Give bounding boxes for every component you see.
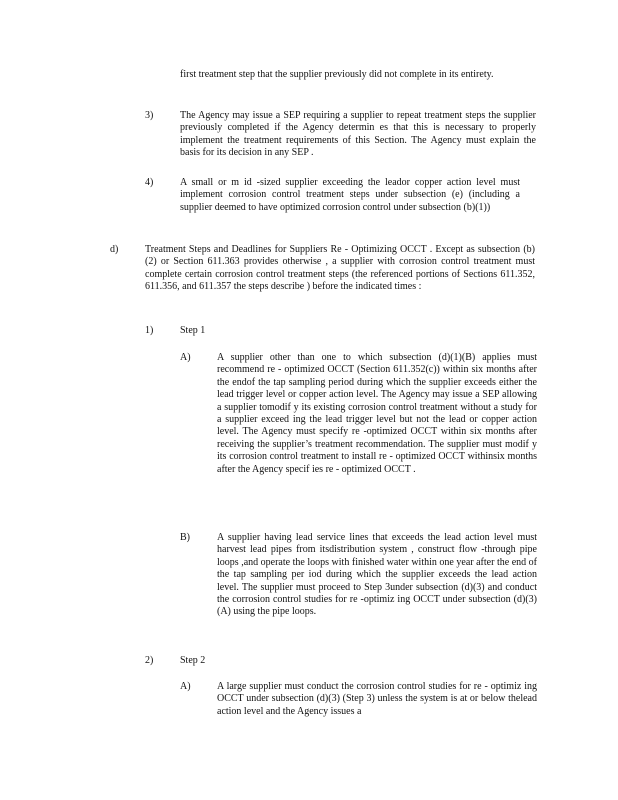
step-2-title: Step 2 — [180, 655, 206, 666]
subsection-d-label: d) — [110, 244, 119, 255]
step-1-label: 1) — [145, 325, 154, 336]
step-1-b-label: B) — [180, 532, 190, 543]
continuation-paragraph: first treatment step that the supplier previously did not complete in its entirety. — [180, 69, 494, 80]
step-1-title: Step 1 — [180, 325, 206, 336]
step-1-a-label: A) — [180, 352, 191, 363]
subsection-d-paragraph: Treatment Steps and Deadlines for Suppliers Re - Optimizing OCCT . Except as subsection (b)(2) or Section 611.363 provides otherwise , a supplier with corrosion control treatment must complete certain corrosion control treatment steps (the referenced portions of Sections 611.352, 611.356, and 611.357 the steps describe ) before the indicated times : — [145, 244, 535, 293]
item-4-paragraph: A small or m id -sized supplier exceeding the leador copper action level must implement corrosion control treatment steps under subsection (e) (including a supplier deemed to have optimized corrosion control under subsection (b)(1)) — [180, 177, 520, 213]
step-2-a-paragraph: A large supplier must conduct the corrosion control studies for re - optimiz ing OCCT under subsection (d)(3) (Step 3) unless the system is at or below thelead action level and the Agency issues a — [217, 681, 537, 717]
step-2-a-label: A) — [180, 681, 191, 692]
step-1-b-paragraph: A supplier having lead service lines that exceeds the lead action level must harvest lead pipes from itsdistribution system , construct flow -through pipe loops ,and operate the loops with finished water within one year after the end of the tap sampling per iod during which the supplier exceeds the lead action level. The supplier must proceed to Step 3under subsection (d)(3) and conduct the corrosion control studies for re -optimiz ing OCCT under subsection (d)(3)(A) using the pipe loops. — [217, 532, 537, 618]
step-1-a-paragraph: A supplier other than one to which subsection (d)(1)(B) applies must recommend re - optimized OCCT (Section 611.352(c)) within six months after the endof the tap sampling period during which the supplier exceeds either the lead trigger level or copper action level. The Agency may issue a SEP allowing a supplier tomodif y its existing corrosion control treatment without a study for a supplier exceed ing the lead trigger level but not the lead or copper action level. The Agency must specify re -optimized OCCT within six months after receiving the supplier’s treatment recommendation. The supplier must modif y its corrosion control treatment to install re - optimized OCCT withinsix months after the Agency specif ies re - optimized OCCT . — [217, 352, 537, 475]
item-4-label: 4) — [145, 177, 154, 188]
item-3-label: 3) — [145, 110, 154, 121]
item-3-paragraph: The Agency may issue a SEP requiring a supplier to repeat treatment steps the supplier previously completed if the Agency determin es that this is necessary to properly implement the treatment requirements of this Section. The Agency must explain the basis for its decision in any SEP . — [180, 110, 536, 159]
step-2-label: 2) — [145, 655, 154, 666]
